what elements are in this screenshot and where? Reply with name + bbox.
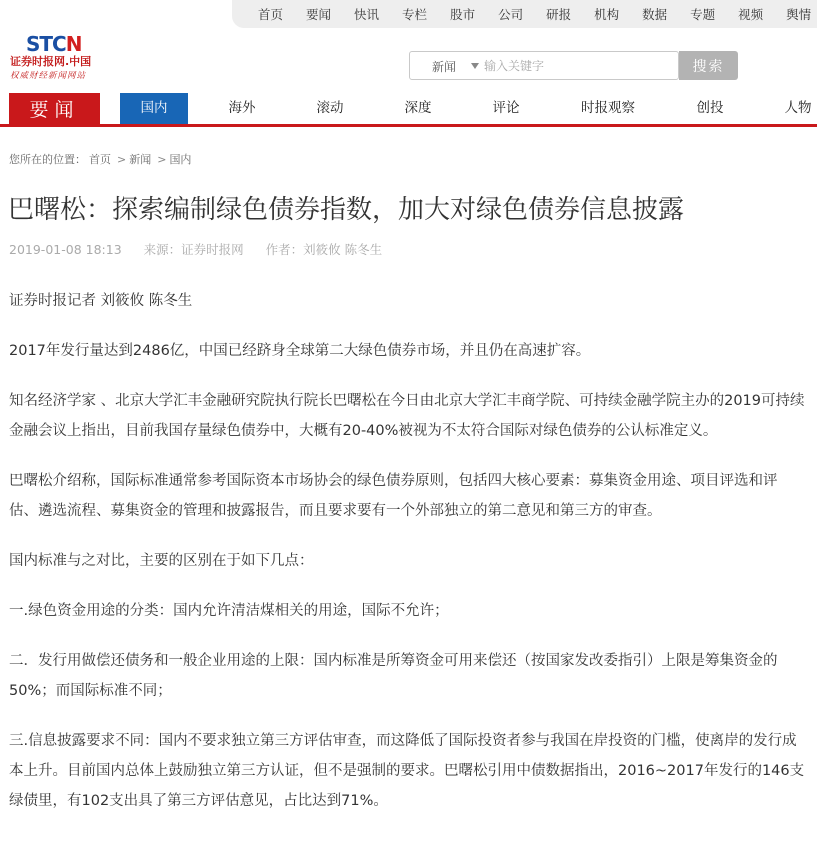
breadcrumb-item-news[interactable]: 新闻 bbox=[129, 153, 152, 166]
article-paragraph: 知名经济学家 、北京大学汇丰金融研究院执行院长巴曙松在今日由北京大学汇丰商学院、可持续金融学院主办的2019可持续金融会议上指出，目前我国存量绿色债券中，大概有20-40%被视为不太符合国际对绿色债券的公认标准定义。 bbox=[9, 393, 805, 439]
tab-depth[interactable]: 深度 bbox=[404, 100, 432, 116]
tab-observation[interactable]: 时报观察 bbox=[581, 100, 635, 116]
logo-mark-b: N bbox=[65, 32, 82, 56]
top-nav-item-home[interactable]: 首页 bbox=[258, 7, 284, 22]
article-paragraph: 三.信息披露要求不同：国内不要求独立第三方评估审查，而这降低了国际投资者参与我国在岸投资的门槛，使离岸的发行成本上升。目前国内总体上鼓励独立第三方认证，但不是强制的要求。巴曙松引用中债数据指出，2016~2017年发行的146支绿债里，有102支出具了第三方评估意见，占比达到71%。 bbox=[9, 733, 805, 809]
article-body bbox=[9, 286, 805, 836]
site-logo[interactable] bbox=[10, 32, 120, 84]
article-paragraph: 2017年发行量达到2486亿，中国已经跻身全球第二大绿色债券市场，并且仍在高速扩容。 bbox=[9, 343, 591, 359]
article-paragraph: 国内标准与之对比，主要的区别在于如下几点： bbox=[9, 553, 314, 569]
article-source: 来源：证券时报网 bbox=[143, 242, 244, 257]
article-paragraph: 一.绿色资金用途的分类：国内允许清洁煤相关的用途，国际不允许； bbox=[9, 603, 449, 619]
tab-commentary[interactable]: 评论 bbox=[492, 100, 520, 116]
top-nav-item-column[interactable]: 专栏 bbox=[402, 7, 428, 22]
search-category-select[interactable]: 新闻 bbox=[432, 60, 457, 74]
nav-divider bbox=[0, 124, 817, 127]
logo-mark-a: STC bbox=[26, 32, 66, 56]
article-author: 作者：刘筱攸 陈冬生 bbox=[265, 242, 383, 257]
top-nav-item-company[interactable]: 公司 bbox=[498, 7, 524, 22]
search-button[interactable]: 搜索 bbox=[679, 51, 738, 80]
top-nav-bar bbox=[232, 0, 817, 28]
tab-venture[interactable]: 创投 bbox=[696, 100, 724, 116]
article-paragraph: 证券时报记者 刘筱攸 陈冬生 bbox=[9, 293, 193, 309]
breadcrumb-prefix: 您所在的位置： bbox=[9, 153, 86, 166]
breadcrumb-item-home[interactable]: 首页 bbox=[89, 153, 111, 166]
tab-rolling[interactable]: 滚动 bbox=[316, 100, 344, 116]
breadcrumb-sep: > bbox=[157, 153, 167, 166]
top-nav-item-opinion[interactable]: 舆情 bbox=[786, 7, 812, 22]
article-datetime: 2019-01-08 18:13 bbox=[9, 242, 122, 257]
chevron-down-icon[interactable] bbox=[471, 63, 479, 69]
top-nav-item-headlines[interactable]: 要闻 bbox=[306, 7, 332, 22]
top-nav-item-topics[interactable]: 专题 bbox=[690, 7, 716, 22]
search-box bbox=[409, 51, 679, 80]
logo-slogan: 权威财经新闻网站 bbox=[10, 71, 87, 81]
tab-people[interactable]: 人物 bbox=[784, 100, 812, 116]
logo-site-name: 证券时报网.中国 bbox=[10, 55, 92, 68]
search-input[interactable] bbox=[484, 56, 674, 76]
breadcrumb-item-domestic[interactable]: 国内 bbox=[169, 153, 192, 166]
article-meta bbox=[9, 240, 400, 258]
top-nav-item-institution[interactable]: 机构 bbox=[594, 7, 620, 22]
section-tag: 要闻 bbox=[9, 93, 100, 127]
breadcrumb bbox=[9, 151, 194, 167]
tab-domestic[interactable]: 国内 bbox=[120, 93, 188, 124]
top-nav-item-video[interactable]: 视频 bbox=[738, 7, 764, 22]
top-nav-item-stocks[interactable]: 股市 bbox=[450, 7, 476, 22]
article-paragraph: 巴曙松介绍称，国际标准通常参考国际资本市场协会的绿色债券原则，包括四大核心要素：募集资金用途、项目评选和评估、遴选流程、募集资金的管理和披露报告，而且要求要有一个外部独立的第二意见和第三方的审查。 bbox=[9, 473, 778, 519]
top-nav-item-research[interactable]: 研报 bbox=[546, 7, 572, 22]
page-title: 巴曙松：探索编制绿色债券指数，加大对绿色债券信息披露 bbox=[8, 195, 685, 225]
top-nav-item-flash[interactable]: 快讯 bbox=[354, 7, 380, 22]
tab-overseas[interactable]: 海外 bbox=[228, 100, 256, 116]
top-nav-item-data[interactable]: 数据 bbox=[642, 7, 668, 22]
article-paragraph: 二．发行用做偿还债务和一般企业用途的上限：国内标准是所筹资金可用来偿还（按国家发改委指引）上限是筹集资金的50%；而国际标准不同； bbox=[9, 653, 778, 699]
breadcrumb-sep: > bbox=[117, 153, 127, 166]
